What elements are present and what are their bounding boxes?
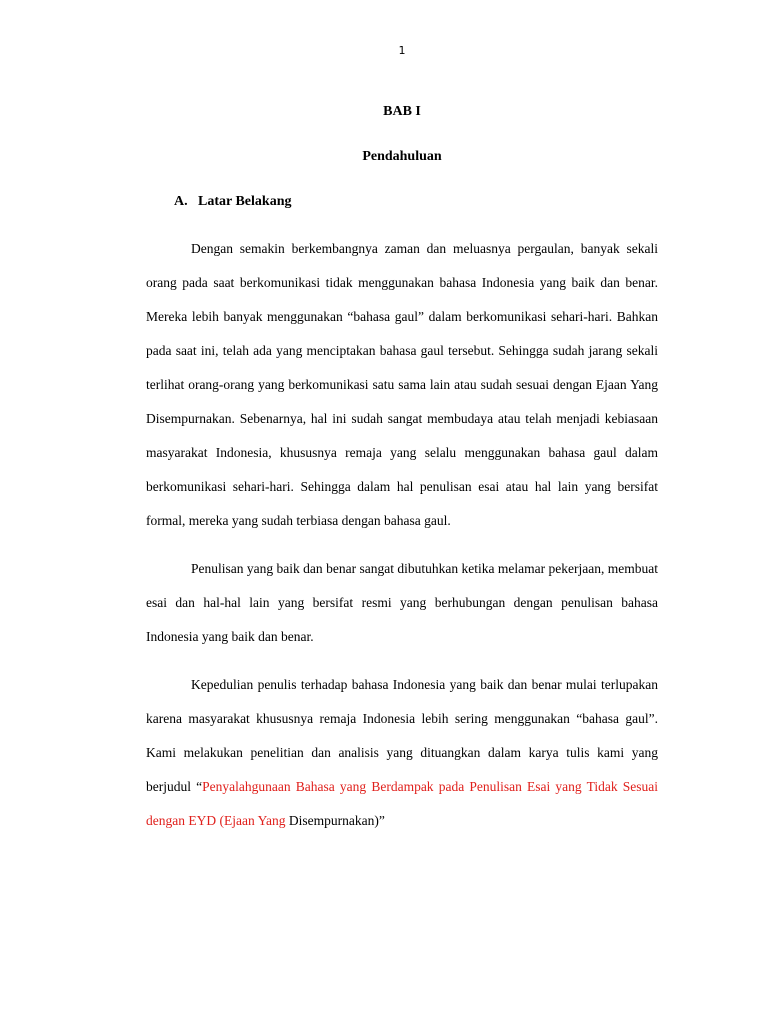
section-title: Latar Belakang xyxy=(198,194,292,209)
chapter-heading: BAB I xyxy=(383,104,421,119)
section-heading xyxy=(174,194,291,210)
paragraph: Dengan semakin berkembangnya zaman dan meluasnya pergaulan, banyak sekali orang pada saat berkomunikasi tidak menggunakan bahasa Indonesia yang baik dan benar. Mereka lebih banyak menggunakan “bahasa gaul” dalam berkomunikasi sehari-hari. Bahkan pada saat ini, telah ada yang menciptakan bahasa gaul tersebut. Sehingga sudah jarang sekali terlihat orang-orang yang berkomunikasi satu sama lain atau sudah sesuai dengan Ejaan Yang Disempurnakan. Sebenarnya, hal ini sudah sangat membudaya atau telah menjadi kebiasaan masyarakat Indonesia, khususnya remaja yang selalu menggunakan bahasa gaul dalam berkomunikasi sehari-hari. Sehingga dalam hal penulisan esai atau hal lain yang bersifat formal, mereka yang sudah terbiasa dengan bahasa gaul. xyxy=(146,241,658,528)
research-title-highlight: Penyalahgunaan Bahasa yang Berdampak pada Penulisan Esai yang Tidak Sesuai dengan EYD (Ejaan Yang xyxy=(146,779,659,828)
paragraph-text-end: Disempurnakan)” xyxy=(285,813,385,828)
paragraph xyxy=(146,668,658,838)
chapter-title: Pendahuluan xyxy=(362,149,442,164)
section-letter: A. xyxy=(174,194,188,209)
paragraph: Penulisan yang baik dan benar sangat dibutuhkan ketika melamar pekerjaan, membuat esai dan hal-hal lain yang bersifat resmi yang berhubungan dengan penulisan bahasa Indonesia yang baik dan benar. xyxy=(146,561,658,644)
page-number: 1 xyxy=(398,44,406,57)
body-text xyxy=(146,232,658,838)
paragraph-text: Kepedulian penulis terhadap bahasa Indonesia yang baik dan benar mulai terlupakan karena masyarakat khususnya remaja Indonesia lebih sering menggunakan “bahasa gaul”. Kami melakukan penelitian dan analisis yang dituangkan dalam karya tulis kami yang berjudul “ xyxy=(146,677,658,794)
